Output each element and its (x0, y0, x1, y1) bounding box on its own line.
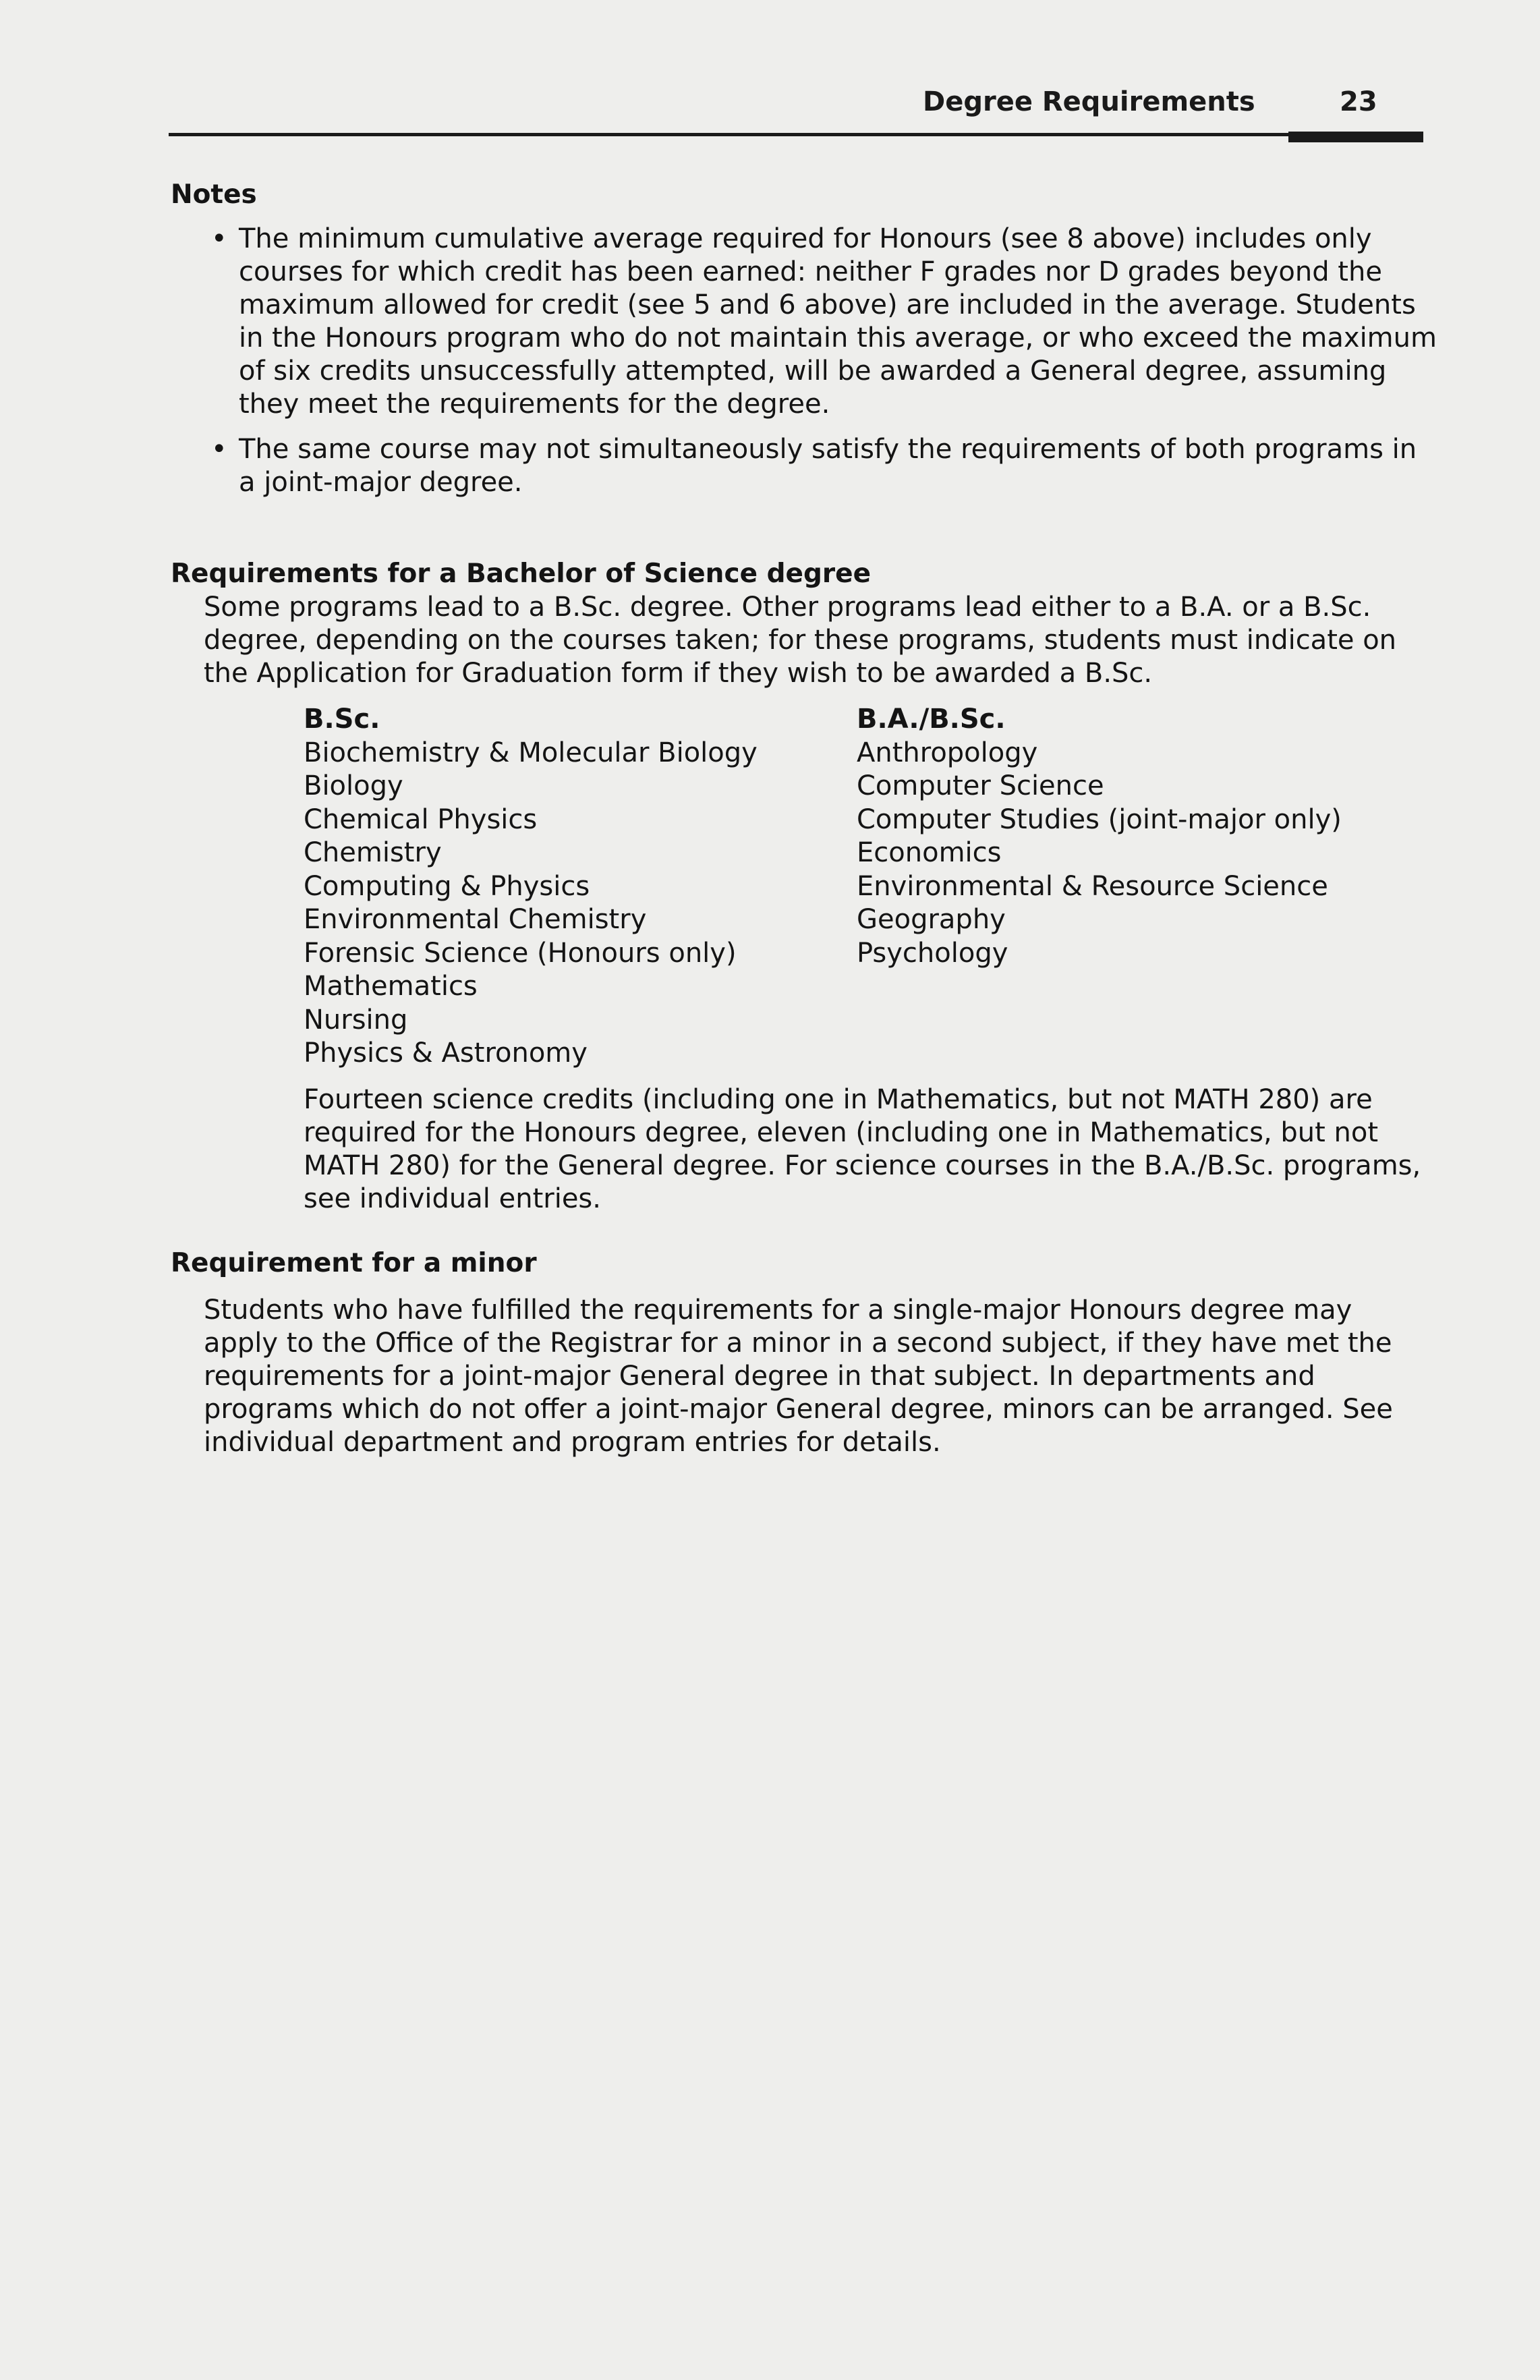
note-text: The minimum cumulative average required for Honours (see 8 above) includes only courses for which credit has been earned: neither F grades nor D grades beyond the maximum allowed for credit (see 5 and 6 above) are included in the average. Students in the Honours program who do not maintain this average, or who exceed the maximum of six credits unsuccessfully attempted, will be awarded a General degree, assuming they meet the requirements for the degree. (239, 223, 1437, 420)
header-rule (169, 133, 1423, 136)
list-item: Psychology (857, 937, 1008, 969)
list-item: Anthropology (857, 737, 1038, 768)
bsc-intro: Some programs lead to a B.Sc. degree. Other programs lead either to a B.A. or a B.Sc. degree, depending on the courses taken; for these programs, students must indicate on the Application for Graduation form if they wish to be awarded a B.Sc. (204, 592, 1397, 689)
bsc-programs-column (304, 703, 758, 1071)
running-header-title: Degree Requirements (923, 86, 1255, 117)
column-heading: B.Sc. (304, 704, 380, 735)
minor-text: Students who have fulfilled the requirements for a single-major Honours degree may apply to the Office of the Registrar for a minor in a second subject, if they have met the requirements for a joint-major General degree in that subject. In departments and programs which do not offer a joint-major General degree, minors can be arranged. See individual department and program entries for details. (204, 1295, 1393, 1458)
list-item: Nursing (304, 1004, 408, 1036)
list-item: Environmental & Resource Science (857, 870, 1328, 902)
list-item: Mathematics (304, 971, 478, 1002)
list-item: Chemical Physics (304, 803, 538, 835)
page-number: 23 (1340, 86, 1377, 117)
bullet-icon: • (211, 223, 227, 254)
list-item: Geography (857, 904, 1006, 935)
minor-heading: Requirement for a minor (171, 1248, 537, 1278)
list-item: Biochemistry & Molecular Biology (304, 737, 758, 768)
list-item: Economics (857, 837, 1002, 868)
list-item: Environmental Chemistry (304, 904, 647, 935)
list-item: Computer Studies (joint-major only) (857, 803, 1342, 835)
notes-heading: Notes (171, 179, 257, 210)
credits-note: Fourteen science credits (including one in Mathematics, but not MATH 280) are required for the Honours degree, eleven (including one in Mathematics, but not MATH 280) for the General degree. For science courses in the B.A./B.Sc. programs, see individual entries. (304, 1084, 1421, 1214)
ba-bsc-programs-column (857, 703, 1342, 970)
bullet-icon: • (211, 434, 227, 465)
bsc-heading: Requirements for a Bachelor of Science degree (171, 559, 872, 589)
column-heading: B.A./B.Sc. (857, 704, 1006, 735)
list-item: Computer Science (857, 770, 1104, 801)
list-item: Chemistry (304, 837, 442, 868)
notes-list (182, 223, 1437, 511)
list-item (182, 223, 1437, 421)
list-item: Biology (304, 770, 403, 801)
list-item (182, 433, 1437, 499)
list-item: Physics & Astronomy (304, 1038, 588, 1069)
header-rule-accent (1288, 132, 1423, 142)
note-text: The same course may not simultaneously satisfy the requirements of both programs in a joint-major degree. (239, 434, 1417, 498)
list-item: Computing & Physics (304, 870, 590, 902)
list-item: Forensic Science (Honours only) (304, 937, 737, 969)
